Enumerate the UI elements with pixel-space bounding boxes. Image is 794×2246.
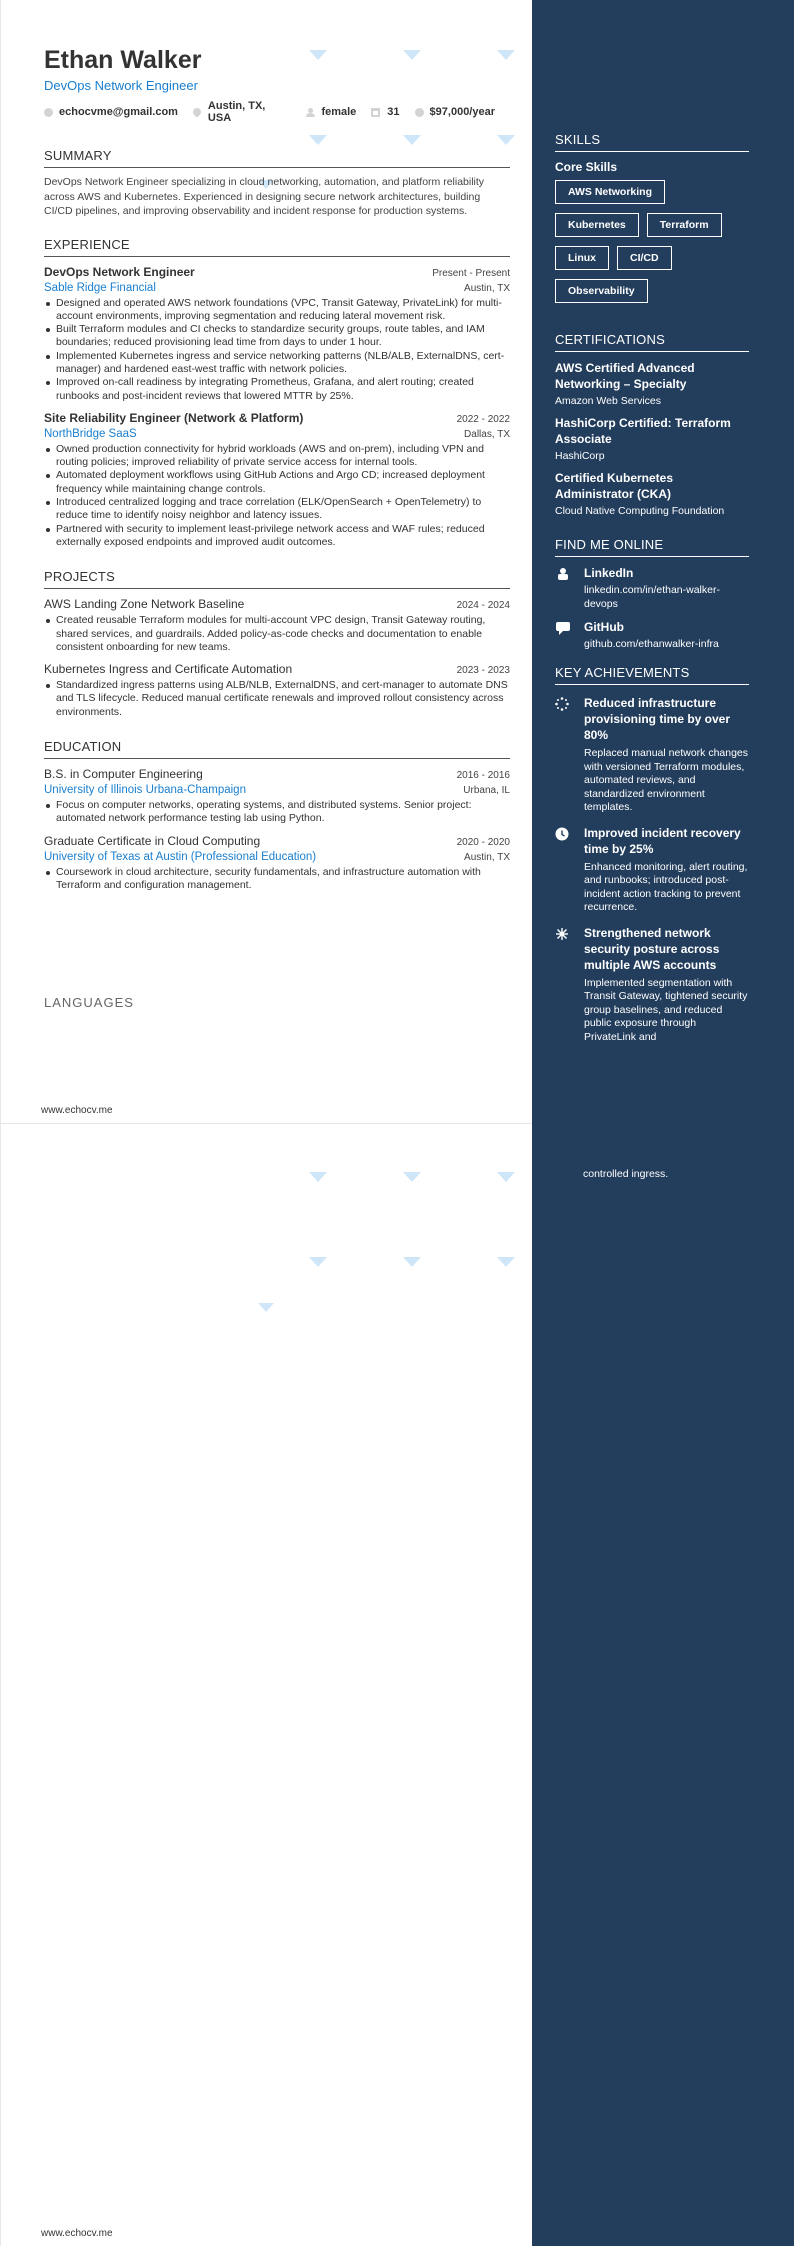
page-break: [0, 1123, 532, 1124]
job-title: DevOps Network Engineer: [44, 264, 195, 279]
achievement-desc-continued: controlled ingress.: [583, 1168, 669, 1180]
achievement-item: [555, 925, 749, 1044]
achievements-title: KEY ACHIEVEMENTS: [555, 665, 749, 685]
education-entry: [44, 767, 510, 826]
school-location: Urbana, IL: [463, 785, 510, 797]
contact-bar: [44, 100, 510, 124]
cert-name: AWS Certified Advanced Networking – Specialty: [555, 361, 695, 391]
candidate-role: DevOps Network Engineer: [44, 78, 198, 93]
list-item: Introduced centralized logging and trace correlation (ELK/OpenSearch + OpenTelemetry) to reduce time to identify noisy neighbor and latency issues.: [44, 496, 510, 523]
list-item: Created reusable Terraform modules for multi-account VPC design, Transit Gateway routing, shared services, and guardrails. Added policy-as-code checks and documentation to enable consistent onboarding for new teams.: [44, 614, 510, 654]
project-entry: [44, 597, 510, 654]
list-item: Partnered with security to implement least-privilege network access and WAF rules; reduced externally exposed endpoints and improved audit outcomes.: [44, 523, 510, 550]
decor-chevron: [403, 1257, 421, 1267]
skill-tag: Linux: [555, 246, 609, 270]
skills-subtitle: Core Skills: [555, 160, 618, 174]
school-location: Austin, TX: [464, 851, 510, 863]
skills-tags: [555, 180, 749, 312]
job-company: Sable Ridge Financial: [44, 281, 156, 294]
experience-title: EXPERIENCE: [44, 237, 510, 257]
summary-text: DevOps Network Engineer specializing in cloud networking, automation, and platform reliability across AWS and Kubernetes. Experienced in designing secure network architectures, building CI/CD pipelines, and improving observability and incident response for production systems.: [44, 176, 485, 217]
decor-chevron: [309, 1172, 327, 1182]
clock-icon: [555, 827, 571, 915]
skills-title: SKILLS: [555, 132, 749, 152]
projects-title: PROJECTS: [44, 569, 510, 589]
certifications-title: CERTIFICATIONS: [555, 332, 749, 352]
sidebar: [555, 132, 749, 1044]
contact-salary: [415, 106, 495, 118]
experience-section: [44, 237, 510, 550]
degree-date: 2020 - 2020: [456, 836, 510, 848]
project-bullets: [44, 614, 510, 654]
links-title: FIND ME ONLINE: [555, 537, 749, 557]
job-location: Dallas, TX: [464, 428, 510, 440]
achievement-title: Strengthened network security posture across multiple AWS accounts: [584, 925, 720, 972]
degree-title: Graduate Certificate in Cloud Computing: [44, 833, 261, 848]
link-url[interactable]: linkedin.com/in/ethan-walker-devops: [584, 584, 720, 610]
summary-section: [44, 148, 510, 219]
skill-tag: CI/CD: [617, 246, 672, 270]
linkedin-icon: [555, 566, 571, 582]
contact-email[interactable]: [44, 106, 178, 118]
link-url[interactable]: github.com/ethanwalker-infra: [584, 638, 719, 650]
contact-gender: [306, 106, 356, 118]
decor-chevron: [497, 1172, 515, 1182]
link-title: LinkedIn: [584, 566, 634, 580]
skill-tag: Terraform: [647, 213, 722, 237]
job-date: 2022 - 2022: [456, 413, 510, 425]
degree-date: 2016 - 2016: [456, 770, 510, 782]
skill-tag: Kubernetes: [555, 213, 639, 237]
location-pin-icon: [191, 106, 202, 117]
job-location: Austin, TX: [464, 282, 510, 294]
achievement-item: [555, 695, 749, 815]
experience-entry: [44, 411, 510, 549]
cert-org: Amazon Web Services: [555, 395, 662, 407]
cert-name: Certified Kubernetes Administrator (CKA): [555, 471, 674, 501]
education-entry: [44, 834, 510, 893]
link-title: GitHub: [584, 620, 624, 634]
list-item: Owned production connectivity for hybrid workloads (AWS and on-prem), including VPN and routing policies; improved reliability of private service access for internal tools.: [44, 443, 510, 470]
main-column: [44, 46, 510, 892]
list-item: Designed and operated AWS network foundations (VPC, Transit Gateway, PrivateLink) for multi-account environments, improving segmentation and reducing lateral movement risk.: [44, 297, 510, 324]
cert-org: Cloud Native Computing Foundation: [555, 505, 725, 517]
contact-age: [371, 106, 399, 118]
education-title: EDUCATION: [44, 739, 510, 759]
github-icon: [555, 620, 571, 636]
gender-text: female: [321, 106, 357, 118]
project-date: 2024 - 2024: [456, 600, 510, 612]
link-github[interactable]: [555, 620, 749, 651]
list-item: Focus on computer networks, operating systems, and distributed systems. Senior project: automated network performance testing lab using Python.: [44, 799, 510, 826]
list-item: Automated deployment workflows using GitHub Actions and Argo CD; increased deployment frequency while maintaining change controls.: [44, 469, 510, 496]
achievement-desc: Enhanced monitoring, alert routing, and runbooks; introduced post-incident action tracking to prevent recurrence.: [584, 860, 748, 913]
project-title: Kubernetes Ingress and Certificate Automation: [44, 662, 293, 677]
achievement-desc: Replaced manual network changes with versioned Terraform modules, automated reviews, and standardized environment templates.: [584, 747, 749, 813]
project-bullets: [44, 679, 510, 719]
achievement-desc: Implemented segmentation with Transit Gateway, tightened security group baselines, and reduced public exposure through PrivateLink and: [584, 976, 748, 1043]
languages-title-cut: [44, 995, 244, 1010]
salary-icon: [415, 108, 424, 117]
achievement-title: Reduced infrastructure provisioning time by over 80%: [584, 696, 731, 742]
salary-text: $97,000/year: [429, 106, 495, 118]
project-date: 2023 - 2023: [456, 665, 510, 677]
contact-location: [193, 100, 292, 124]
cert-org: HashiCorp: [555, 450, 605, 462]
list-item: Built Terraform modules and CI checks to standardize security groups, route tables, and IAM boundaries; reduced provisioning lead time from days to under 1 hour.: [44, 323, 510, 350]
spinner-icon: [555, 697, 571, 815]
project-entry: [44, 662, 510, 719]
school-name: University of Illinois Urbana-Champaign: [44, 784, 246, 797]
footer-link[interactable]: www.echocv.me: [41, 1105, 113, 1116]
languages-title: LANGUAGES: [44, 995, 134, 1010]
summary-title: SUMMARY: [44, 148, 510, 168]
education-section: [44, 739, 510, 892]
project-title: AWS Landing Zone Network Baseline: [44, 597, 245, 612]
decor-chevron: [497, 1257, 515, 1267]
job-date: Present - Present: [432, 267, 510, 279]
job-title: Site Reliability Engineer (Network & Platform): [44, 410, 304, 425]
achievement-item: [555, 825, 749, 915]
decor-chevron: [403, 1172, 421, 1182]
degree-bullets: [44, 799, 510, 826]
list-item: Coursework in cloud architecture, security fundamentals, and infrastructure automation with Terraform and configuration management.: [44, 866, 510, 893]
age-text: 31: [387, 106, 400, 118]
person-icon: [306, 108, 315, 117]
achievement-title: Improved incident recovery time by 25%: [584, 825, 741, 856]
job-company: NorthBridge SaaS: [44, 427, 137, 440]
email-icon: [44, 108, 53, 117]
link-linkedin[interactable]: [555, 566, 749, 611]
job-bullets: [44, 443, 510, 549]
job-bullets: [44, 297, 510, 403]
school-name: University of Texas at Austin (Professional Education): [44, 850, 317, 863]
footer-link[interactable]: www.echocv.me: [41, 2228, 113, 2239]
location-text: Austin, TX, USA: [207, 100, 266, 124]
decor-chevron: [258, 1303, 274, 1312]
cert-name: HashiCorp Certified: Terraform Associate: [555, 416, 731, 446]
candidate-name: Ethan Walker: [44, 46, 202, 74]
network-icon: [555, 927, 571, 1044]
email-text: echocvme@gmail.com: [59, 106, 178, 118]
decor-chevron: [309, 1257, 327, 1267]
projects-section: [44, 569, 510, 719]
degree-title: B.S. in Computer Engineering: [44, 767, 203, 782]
calendar-icon: [371, 108, 380, 117]
degree-bullets: [44, 866, 510, 893]
list-item: Standardized ingress patterns using ALB/NLB, ExternalDNS, and cert-manager to automate DNS and TLS lifecycle. Reduced manual certificate renewals and improved rollout consistency across environments.: [44, 679, 510, 719]
skill-tag: AWS Networking: [555, 180, 665, 204]
list-item: Improved on-call readiness by integrating Prometheus, Grafana, and alert routing; created runbooks and post-incident reviews that lowered MTTR by 25%.: [44, 376, 510, 403]
skill-tag: Observability: [555, 279, 648, 303]
list-item: Implemented Kubernetes ingress and service networking patterns (NLB/ALB, ExternalDNS, cert-manager) and hardened east-west traffic with network policies.: [44, 350, 510, 377]
experience-entry: [44, 265, 510, 403]
